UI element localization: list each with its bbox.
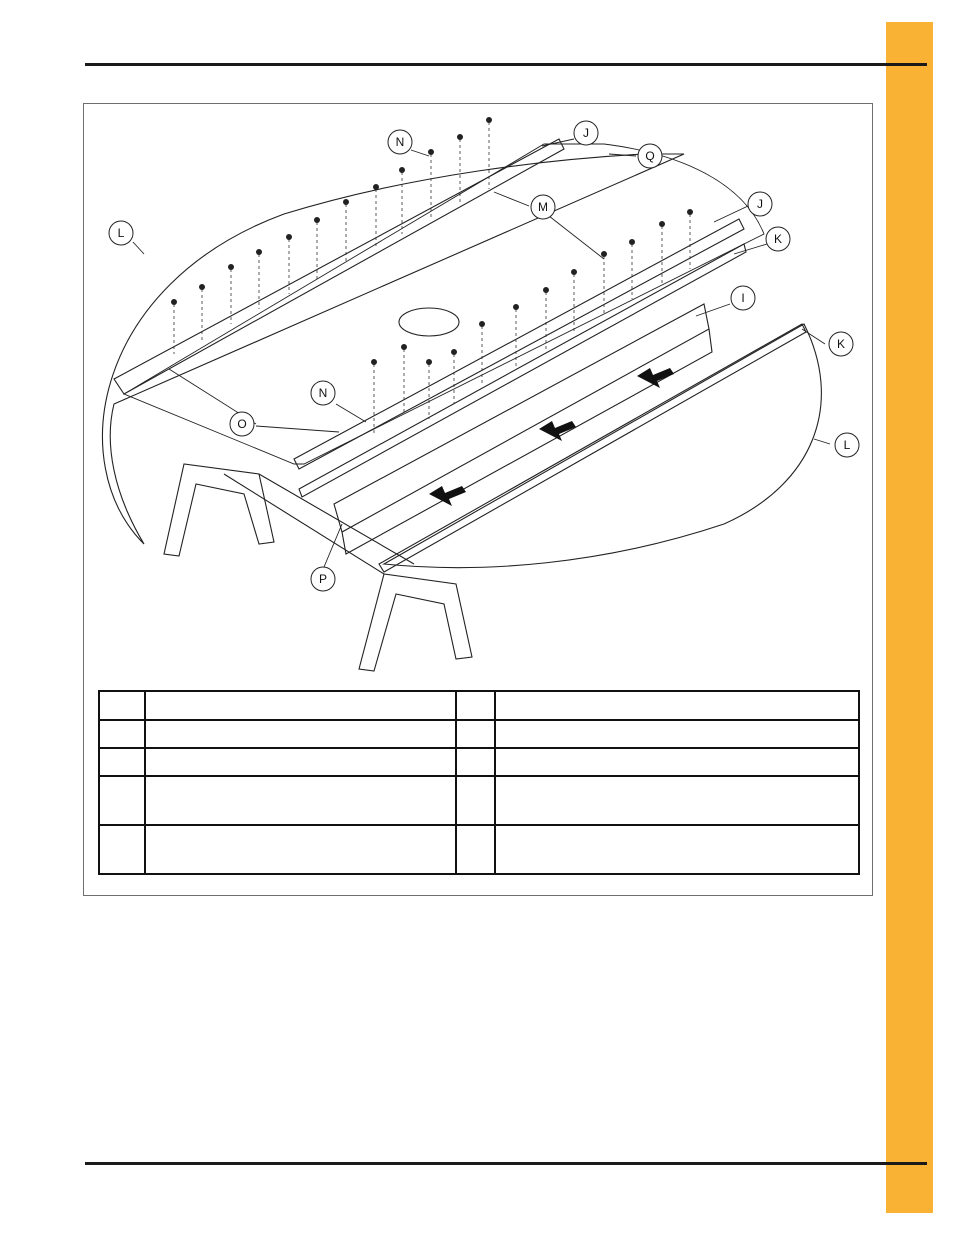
description-cell [145,825,456,874]
footer-rule [85,1162,927,1165]
parts-table [98,690,860,875]
description-cell [495,776,859,825]
callout-j-top: J [583,126,589,140]
callout-k-upper: K [773,232,783,246]
ref-cell [456,776,495,825]
arrow-2 [539,421,576,441]
callout-q: Q [645,149,655,163]
description-cell [495,720,859,748]
support-beam-i [334,304,709,532]
ref-cell [99,720,145,748]
callout-j-right: J [757,197,763,211]
description-cell [145,720,456,748]
callout-k-lower: K [836,337,846,351]
description-cell [495,748,859,776]
support-stand-left [164,464,274,556]
channel-k-lower [379,324,806,572]
ref-cell [99,825,145,874]
callout-m: M [538,200,548,214]
callout-n-top: N [395,135,405,149]
table-row [99,748,859,776]
strip-j-middle [294,219,744,469]
ref-cell [99,691,145,720]
table-row [99,776,859,825]
assembly-diagram [84,104,872,689]
table-row [99,720,859,748]
ref-cell [456,720,495,748]
ref-cell [456,691,495,720]
floor-sheet-center [124,144,764,464]
description-cell [145,691,456,720]
center-opening [399,308,459,336]
callout-l-right: L [843,438,851,452]
header-rule [85,63,927,66]
arrow-1 [429,486,466,506]
floor-sheet-left [103,154,684,544]
arrow-3 [637,368,674,388]
callout-o: O [237,417,247,431]
callout-n-bottom: N [318,386,328,400]
ref-cell [456,825,495,874]
description-cell [495,691,859,720]
ref-cell [456,748,495,776]
callout-l-left: L [117,226,125,240]
table-row [99,691,859,720]
ref-cell [99,748,145,776]
description-cell [495,825,859,874]
table-row [99,825,859,874]
callout-i: I [741,291,745,305]
description-cell [145,776,456,825]
callout-p: P [318,572,328,586]
section-tab [886,22,933,1213]
ref-cell [99,776,145,825]
description-cell [145,748,456,776]
support-stand-right [359,574,472,671]
support-beam-i-web [342,329,712,554]
